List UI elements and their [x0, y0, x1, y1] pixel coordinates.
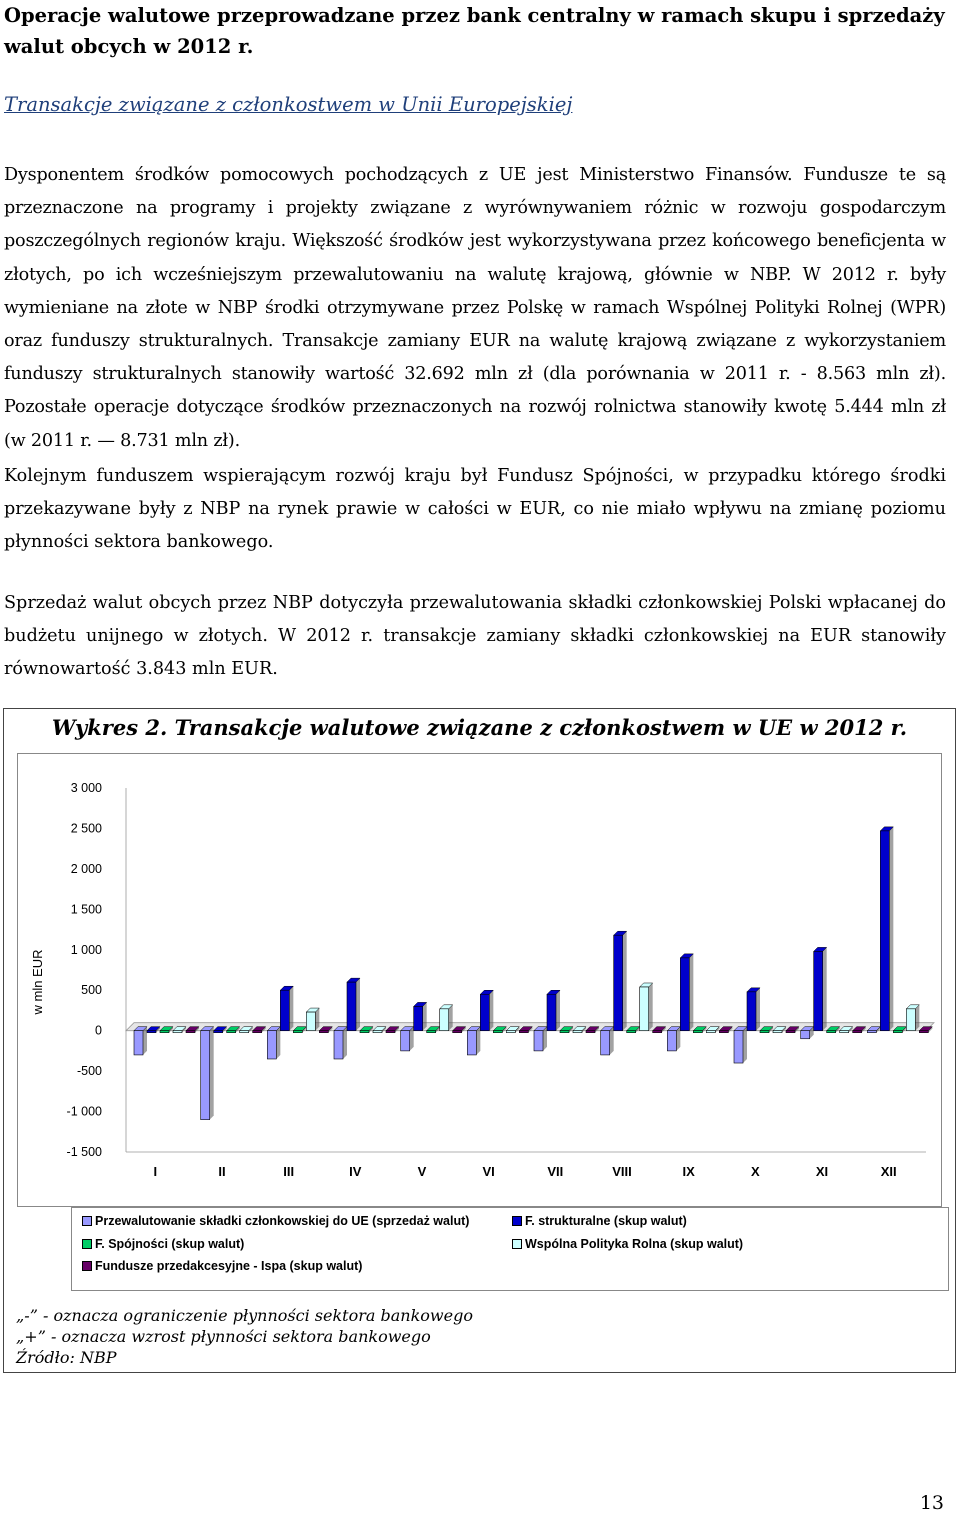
x-tick-label: XII [880, 1164, 897, 1179]
chart-legend [71, 1207, 949, 1291]
bar [586, 1031, 595, 1033]
bar-side [915, 1005, 919, 1031]
x-tick-label: VIII [612, 1164, 632, 1179]
bar [334, 1031, 343, 1059]
bar [173, 1031, 182, 1033]
bar [386, 1031, 395, 1033]
bar [186, 1031, 195, 1033]
bar [347, 982, 356, 1031]
bar [853, 1031, 862, 1033]
plot-frame [17, 753, 942, 1207]
bar [506, 1031, 515, 1033]
y-tick-label: 3 000 [70, 781, 102, 795]
note-minus: „-” - oznacza ograniczenie płynności sektora bankowego [16, 1306, 473, 1325]
y-tick-label: 1 000 [70, 942, 102, 957]
bar-side [756, 988, 760, 1031]
bar [786, 1031, 795, 1033]
bar-side [489, 990, 493, 1030]
bar [706, 1031, 715, 1033]
bar-side [449, 1005, 453, 1031]
section-heading: Operacje walutowe przeprowadzane przez bank centralny w ramach skupu i sprzedaży walut obcych w 2012 r. [4, 4, 945, 58]
bar [573, 1031, 582, 1033]
legend-swatch [82, 1239, 92, 1249]
legend-label: Wspólna Polityka Rolna (skup walut) [525, 1237, 744, 1251]
bar [614, 935, 623, 1030]
bar [414, 1006, 423, 1030]
chart-figure [3, 708, 956, 1373]
bar [147, 1031, 156, 1033]
bar-side [689, 954, 693, 1031]
bar [827, 1031, 836, 1033]
x-tick-label: IV [349, 1164, 362, 1179]
bar [453, 1031, 462, 1033]
bar [373, 1031, 382, 1033]
bar [880, 831, 889, 1031]
bar [480, 994, 489, 1030]
legend-swatch [82, 1216, 92, 1226]
bar [867, 1031, 876, 1033]
paragraph-3: Sprzedaż walut obcych przez NBP dotyczyła przewalutowania składki członkowskiej Polski wpłacanej do budżetu unijnego w złotych. W 2012 r. transakcje zamiany składki członkowskiej na EUR stanowiły równowartość 3.843 mln EUR. [4, 593, 946, 680]
x-tick-label: I [153, 1164, 158, 1179]
bar [427, 1031, 436, 1033]
bar-side [343, 1027, 347, 1059]
bar [680, 958, 689, 1031]
bar [280, 990, 289, 1030]
bar [253, 1031, 262, 1033]
bar [267, 1031, 276, 1059]
bar-side [210, 1027, 214, 1120]
bar-side [143, 1027, 147, 1055]
legend-swatch [512, 1216, 522, 1226]
chart-title: Wykres 2. Transakcje walutowe związane z członkostwem w UE w 2012 r. [51, 715, 908, 740]
bar [319, 1031, 328, 1033]
bar-side [289, 986, 293, 1030]
bar-side [556, 990, 560, 1030]
x-tick-label: II [218, 1164, 226, 1179]
bar [534, 1031, 543, 1051]
bar [919, 1031, 928, 1033]
bar [627, 1031, 636, 1033]
y-tick-label: 1 500 [70, 902, 102, 917]
x-tick-label: XI [815, 1164, 829, 1179]
y-tick-label: 2 000 [70, 861, 102, 876]
legend-item-spojnosci [82, 1237, 244, 1251]
legend-item-ispa [82, 1259, 362, 1273]
bar [734, 1031, 743, 1063]
legend-swatch [82, 1261, 92, 1271]
bar [667, 1031, 676, 1051]
bar [160, 1031, 169, 1033]
note-plus: „+” - oznacza wzrost płynności sektora bankowego [16, 1327, 431, 1346]
legend-label: F. Spójności (skup walut) [95, 1237, 245, 1251]
bar [240, 1031, 249, 1033]
bar-side [623, 931, 627, 1030]
bar [214, 1031, 223, 1033]
bar-side [276, 1027, 280, 1059]
bar [601, 1031, 610, 1055]
bar [640, 987, 649, 1031]
y-tick-label: 2 500 [70, 821, 102, 836]
bar-side [356, 978, 360, 1031]
bar [547, 994, 556, 1030]
bar [493, 1031, 502, 1033]
y-tick-label: -1 000 [66, 1104, 102, 1119]
bar [293, 1031, 302, 1033]
bar-chart [18, 754, 941, 1206]
bar [906, 1009, 915, 1031]
bar [773, 1031, 782, 1033]
y-axis-title: w mln EUR [30, 949, 45, 1015]
bar [801, 1031, 810, 1039]
y-tick-label: -1 500 [66, 1145, 102, 1159]
legend-item-strukturalne [512, 1214, 687, 1228]
bar-side [823, 947, 827, 1030]
bar [560, 1031, 569, 1033]
x-tick-label: VII [547, 1164, 564, 1179]
bar-side [610, 1027, 614, 1055]
y-tick-label: 0 [95, 1023, 102, 1038]
legend-item-wpr [512, 1237, 743, 1251]
bar [467, 1031, 476, 1055]
bar-side [423, 1002, 427, 1030]
bar [653, 1031, 662, 1033]
source-note: Źródło: NBP [16, 1348, 117, 1367]
bar [519, 1031, 528, 1033]
legend-item-skladka [82, 1214, 469, 1228]
x-tick-label: VI [482, 1164, 495, 1179]
bar-side [743, 1027, 747, 1063]
bar [719, 1031, 728, 1033]
x-tick-label: III [283, 1164, 295, 1179]
bar [440, 1009, 449, 1031]
bar [747, 992, 756, 1031]
bar [134, 1031, 143, 1055]
bar [306, 1012, 315, 1031]
legend-label: F. strukturalne (skup walut) [525, 1214, 687, 1228]
x-tick-label: V [417, 1164, 427, 1179]
paragraph-1: Dysponentem środków pomocowych pochodzących z UE jest Ministerstwo Finansów. Fundusze te są przeznaczone na programy i projekty związane z wyrównywaniem różnic w rozwoju gospodarczym poszczególnych regionów kraju. Większość środków jest wykorzystywana przez końcowego beneficjenta w złotych, po ich wcześniejszym przewalutowaniu na walutę krajową, głównie w NBP. W 2012 r. były wymieniane na złote w NBP środki otrzymywane przez Polskę w ramach Wspólnej Polityki Rolnej (WPR) oraz funduszy strukturalnych. Transakcje zamiany EUR na walutę krajową związane z wykorzystaniem funduszy strukturalnych stanowiły wartość 32.692 mln zł (dla porównania w 2011 r. - 8.563 mln zł). Pozostałe operacje dotyczące środków przeznaczonych na rozwój rolnictwa stanowiły kwotę 5.444 mln zł (w 2011 r. — 8.731 mln zł). [4, 165, 946, 451]
legend-label: Fundusze przedakcesyjne - Ispa (skup walut) [95, 1259, 363, 1273]
bar [201, 1031, 210, 1120]
paragraph-2: Kolejnym funduszem wspierającym rozwój kraju był Fundusz Spójności, w przypadku którego środki przekazywane były z NBP na rynek prawie w całości w EUR, co nie miało wpływu na zmianę poziomu płynności sektora bankowego. [4, 466, 946, 553]
bar [814, 951, 823, 1030]
y-tick-label: -500 [76, 1064, 102, 1079]
chart-notes [16, 1305, 473, 1368]
bar [227, 1031, 236, 1033]
legend-label: Przewalutowanie składki członkowskiej do UE (sprzedaż walut) [95, 1214, 470, 1228]
bar [401, 1031, 410, 1051]
y-tick-label: 500 [81, 983, 102, 998]
bar [840, 1031, 849, 1033]
page-number: 13 [919, 1492, 944, 1514]
bar [693, 1031, 702, 1033]
legend-swatch [512, 1239, 522, 1249]
x-tick-label: IX [682, 1164, 695, 1179]
bar [760, 1031, 769, 1033]
x-tick-label: X [750, 1164, 760, 1179]
bar-side [889, 827, 893, 1031]
bar-side [476, 1027, 480, 1055]
bar [360, 1031, 369, 1033]
subsection-heading: Transakcje związane z członkostwem w Unii Europejskiej [4, 93, 573, 116]
bar-side [649, 983, 653, 1031]
bar [893, 1031, 902, 1033]
